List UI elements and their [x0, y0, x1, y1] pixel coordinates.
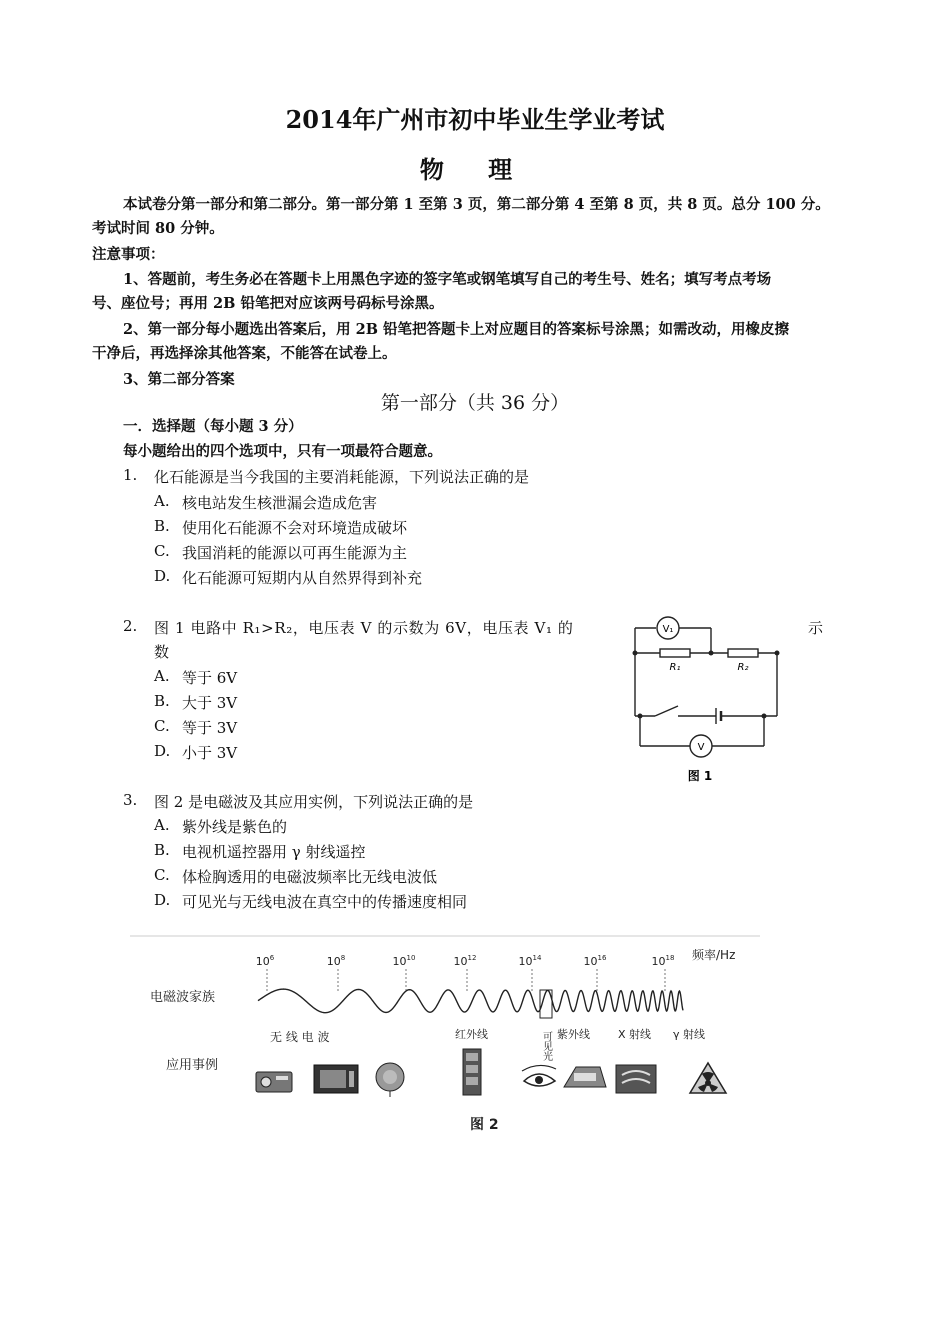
q3-option-d-key: D. — [154, 891, 171, 909]
junction-dot — [633, 651, 638, 656]
q2-option-b-key: B. — [154, 692, 170, 710]
r1-label: R₁ — [669, 662, 681, 673]
note-1-line-2: 号、座位号；再用 2B 铅笔把对应该两号码标号涂黑。 — [92, 295, 444, 312]
q2-option-a-key: A. — [154, 667, 170, 685]
exam-title: 2014年广州市初中毕业生学业考试 — [285, 105, 665, 134]
junction-dot — [709, 651, 714, 656]
eye-icon — [522, 1065, 556, 1086]
question-2-number: 2. — [123, 617, 138, 635]
row-label-family: 电磁波家族 — [150, 990, 216, 1005]
infrared-device-icon — [463, 1049, 481, 1095]
question-3-stem: 图 2 是电磁波及其应用实例，下列说法正确的是 — [154, 793, 474, 811]
figure-2-em-spectrum — [130, 935, 760, 1145]
note-3: 3、第二部分答案 — [123, 371, 235, 388]
figure-1-caption: 图 1 — [687, 769, 713, 783]
question-2-stem: 图 1 电路中 R₁>R₂，电压表 V 的示数为 6V，电压表 V₁ 的 — [154, 619, 574, 637]
band-xray: X 射线 — [618, 1028, 652, 1041]
q1-option-a: 核电站发生核泄漏会造成危害 — [182, 494, 378, 512]
resistor-r2-icon — [728, 649, 758, 657]
q3-option-b: 电视机遥控器用 γ 射线遥控 — [182, 843, 366, 861]
q1-option-c: 我国消耗的能源以可再生能源为主 — [182, 544, 408, 562]
figure-1-circuit — [620, 612, 790, 792]
band-infrared: 红外线 — [455, 1028, 488, 1041]
part1-title: 第一部分（共 36 分） — [380, 392, 570, 414]
freq-tick: $10^{10}$ — [392, 954, 416, 968]
intro-line-2: 考试时间 80 分钟。 — [92, 220, 224, 237]
q1-option-c-key: C. — [154, 542, 170, 560]
freq-tick: $10^{16}$ — [583, 954, 607, 968]
q2-option-d-key: D. — [154, 742, 171, 760]
section-instruction: 每小题给出的四个选项中，只有一项最符合题意。 — [123, 443, 442, 460]
question-1-stem: 化石能源是当今我国的主要消耗能源，下列说法正确的是 — [154, 468, 530, 486]
q2-option-d: 小于 3V — [182, 744, 238, 762]
note-2-line-2: 干净后，再选择涂其他答案，不能答在试卷上。 — [92, 345, 397, 362]
freq-tick: $10^6$ — [255, 954, 275, 968]
notes-heading: 注意事项： — [92, 246, 165, 263]
q1-option-b: 使用化石能源不会对环境造成破坏 — [182, 519, 408, 537]
q3-option-c: 体检胸透用的电磁波频率比无线电波低 — [182, 868, 438, 886]
radio-icon — [256, 1072, 292, 1092]
q3-option-b-key: B. — [154, 841, 170, 859]
question-1-number: 1. — [123, 466, 138, 484]
freq-tick: $10^{14}$ — [518, 954, 542, 968]
q1-option-b-key: B. — [154, 517, 170, 535]
q1-option-a-key: A. — [154, 492, 170, 510]
q1-option-d-key: D. — [154, 567, 171, 585]
satellite-dish-icon — [376, 1063, 404, 1097]
television-icon — [314, 1065, 358, 1093]
q3-option-c-key: C. — [154, 866, 170, 884]
v-label: V — [697, 742, 705, 753]
question-2-stem-line-2: 数 — [154, 643, 170, 661]
q3-option-a: 紫外线是紫色的 — [182, 818, 288, 836]
junction-dot — [638, 714, 643, 719]
switch-icon — [655, 706, 678, 716]
band-visible: 可见光 — [540, 1031, 552, 1061]
uv-disinfection-icon — [564, 1067, 606, 1087]
question-3-number: 3. — [123, 791, 138, 809]
q2-option-c: 等于 3V — [182, 719, 238, 737]
r2-label: R₂ — [737, 662, 749, 673]
q1-option-d: 化石能源可短期内从自然界得到补充 — [182, 569, 423, 587]
subject-title: 物 理 — [419, 155, 531, 184]
q3-option-a-key: A. — [154, 816, 170, 834]
v1-label: V₁ — [662, 624, 674, 635]
em-wave — [258, 989, 683, 1013]
band-gamma: γ 射线 — [673, 1028, 706, 1041]
xray-image-icon — [616, 1065, 656, 1093]
freq-tick: $10^{12}$ — [453, 954, 477, 968]
figure-2-caption: 图 2 — [470, 1117, 499, 1133]
freq-unit: 频率/Hz — [692, 948, 736, 962]
radiation-hazard-icon — [690, 1063, 726, 1093]
intro-line-1: 本试卷分第一部分和第二部分。第一部分第 1 至第 3 页，第二部分第 4 至第 8 页，共 8 页。总分 100 分。 — [123, 196, 830, 213]
q2-option-c-key: C. — [154, 717, 170, 735]
resistor-r1-icon — [660, 649, 690, 657]
q3-option-d: 可见光与无线电波在真空中的传播速度相同 — [182, 893, 468, 911]
freq-tick: $10^8$ — [326, 954, 346, 968]
junction-dot — [762, 714, 767, 719]
note-1-line-1: 1、答题前，考生务必在答题卡上用黑色字迹的签字笔或钢笔填写自己的考生号、姓名；填写考点考场 — [123, 271, 772, 288]
q2-option-a: 等于 6V — [182, 669, 238, 687]
question-2-stem-tail: 示 — [808, 619, 824, 637]
row-label-applications: 应用事例 — [166, 1058, 219, 1073]
junction-dot — [775, 651, 780, 656]
note-2-line-1: 2、第一部分每小题选出答案后，用 2B 铅笔把答题卡上对应题目的答案标号涂黑；如需改动，用橡皮擦 — [123, 321, 790, 338]
section-title: 一．选择题（每小题 3 分） — [123, 418, 303, 435]
band-radio: 无 线 电 波 — [270, 1030, 330, 1044]
q2-option-b: 大于 3V — [182, 694, 238, 712]
band-ultraviolet: 紫外线 — [557, 1028, 590, 1041]
freq-tick: $10^{18}$ — [651, 954, 675, 968]
